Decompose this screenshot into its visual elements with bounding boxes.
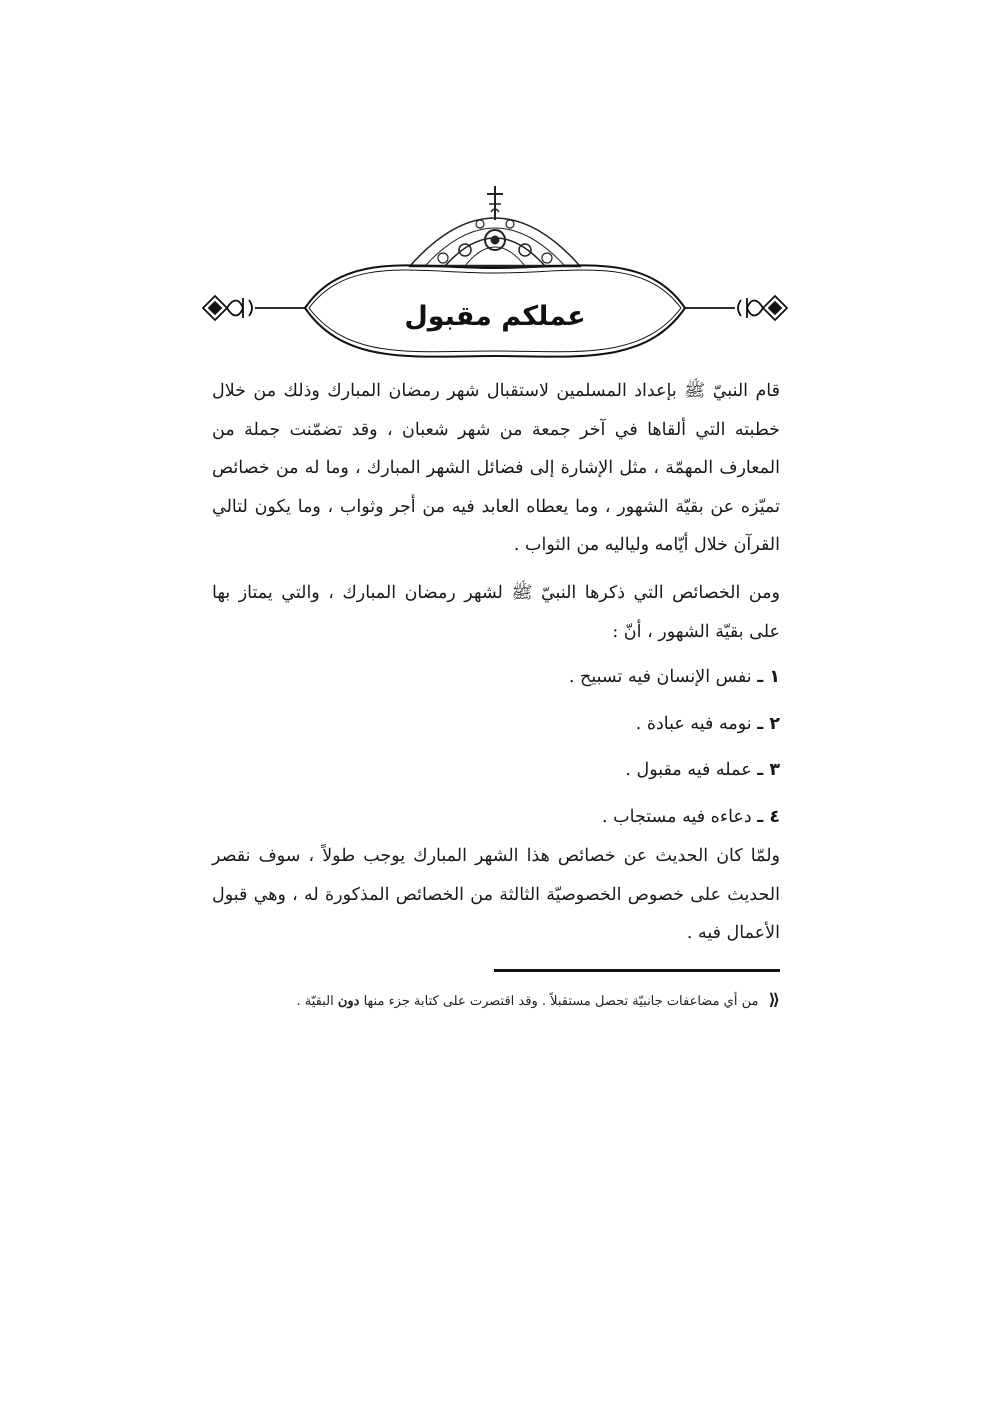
footnote	[212, 988, 780, 1014]
footnote-text: من أي مضاعفات جانبيّة تحصل مستقبلاً . وقد اقتصرت على كتابة جزء منها	[363, 994, 759, 1009]
chapter-title: عملكم مقبول	[404, 301, 586, 332]
list-item: ١ ـ نفس الإنسان فيه تسبيح .	[568, 667, 780, 687]
paragraph-intro: قام النبيّ ﷺ بإعداد المسلمين لاستقبال شهر رمضان المبارك وذلك من خلال خطبته التي ألقاها في آخر جمعة من شهر شعبان ، وقد تضمّنت جملة من المعارف المهمّة ، مثل الإشارة إلى فضائل الشهر المبارك ، وما له من خصائص تميّزه عن بقيّة الشهور ، وما يعطاه العابد فيه من أجر وثواب ، وما يكون لتالي القرآن خلال أيّامه ولياليه من الثواب .	[212, 381, 780, 555]
footnote-marker: ⟪	[768, 990, 780, 1009]
footnote-bold-word: دون	[337, 994, 360, 1009]
features-list	[212, 654, 780, 840]
left-flourish-icon	[203, 296, 252, 320]
right-flourish-icon	[738, 296, 787, 320]
floral-dome-icon	[409, 186, 581, 266]
paragraph-features: ومن الخصائص التي ذكرها النبيّ ﷺ لشهر رمضان المبارك ، والتي يمتاز بها على بقيّة الشهور ، أنّ :	[212, 583, 780, 642]
list-item: ٢ ـ نومه فيه عبادة .	[635, 713, 780, 734]
footnote-divider	[494, 969, 780, 972]
footnote-text-end: البقيّة .	[296, 994, 334, 1009]
list-item: ٤ ـ دعاءه فيه مستجاب .	[602, 806, 780, 827]
list-item: ٣ ـ عمله فيه مقبول .	[625, 760, 780, 780]
paragraph-conclusion: ولمّا كان الحديث عن خصائص هذا الشهر المبارك يوجب طولاً ، سوف نقصر الحديث على خصوص الخصوصيّة الثالثة من الخصائص المذكورة له ، وهي قبول الأعمال فيه .	[212, 846, 780, 943]
